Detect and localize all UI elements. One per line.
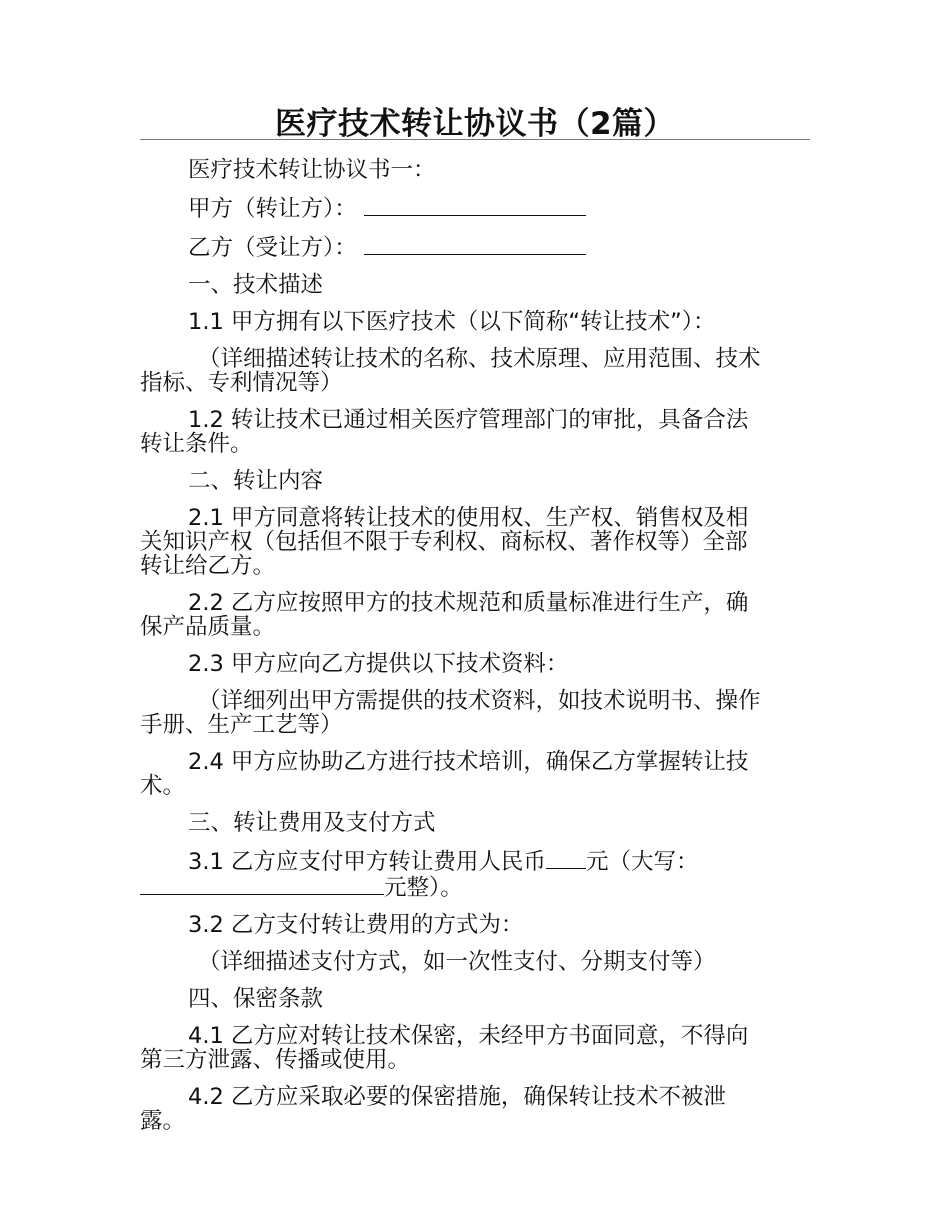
clause-1-2-line1: 1.2 转让技术已通过相关医疗管理部门的审批，具备合法	[188, 407, 749, 433]
fee-capital-blank	[140, 874, 384, 895]
title-divider	[140, 139, 810, 140]
fee-amount-blank	[546, 848, 586, 869]
clause-1-2-line2: 转让条件。	[140, 431, 253, 457]
agreement-subtitle: 医疗技术转让协议书一：	[188, 157, 436, 183]
clause-2-3: 2.3 甲方应向乙方提供以下技术资料：	[188, 651, 569, 677]
clause-2-1-line2: 关知识产权（包括但不限于专利权、商标权、著作权等）全部	[140, 529, 748, 555]
section-4-heading: 四、保密条款	[188, 986, 324, 1012]
party-b-label: 乙方（受让方）：	[188, 235, 357, 261]
clause-3-2-note: （详细描述支付方式，如一次性支付、分期支付等）	[198, 949, 716, 975]
party-b-line	[140, 234, 810, 260]
clause-4-2-line2: 露。	[140, 1108, 186, 1134]
party-a-label: 甲方（转让方）：	[188, 196, 357, 222]
clause-2-3-note-line1: （详细列出甲方需提供的技术资料，如技术说明书、操作	[198, 688, 761, 714]
clause-1-1-note-line2: 指标、专利情况等）	[140, 370, 343, 396]
document-body	[140, 158, 810, 1133]
party-b-blank	[364, 234, 586, 255]
clause-4-1-line2: 第三方泄露、传播或使用。	[140, 1047, 411, 1073]
clause-3-2: 3.2 乙方支付转让费用的方式为：	[188, 912, 524, 938]
clause-2-2-line1: 2.2 乙方应按照甲方的技术规范和质量标准进行生产，确	[188, 590, 749, 616]
clause-3-1-line1	[140, 848, 810, 874]
clause-3-1-capital-label: 元（大写：	[585, 849, 699, 875]
party-a-blank	[364, 195, 586, 216]
section-1-heading: 一、技术描述	[188, 272, 324, 298]
section-2-heading: 二、转让内容	[188, 468, 324, 494]
clause-4-2-line1: 4.2 乙方应采取必要的保密措施，确保转让技术不被泄	[188, 1084, 726, 1110]
clause-2-4-line2: 术。	[140, 773, 186, 799]
clause-3-1-end: 元整）。	[384, 875, 463, 901]
clause-3-1-line2	[140, 874, 810, 900]
clause-1-1-note-line1: （详细描述转让技术的名称、技术原理、应用范围、技术	[198, 346, 761, 372]
clause-2-2-line2: 保产品质量。	[140, 614, 276, 640]
clause-4-1-line1: 4.1 乙方应对转让技术保密，未经甲方书面同意，不得向	[188, 1023, 749, 1049]
document-title: 医疗技术转让协议书（2篇）	[274, 106, 676, 142]
clause-3-1-text: 3.1 乙方应支付甲方转让费用人民币	[188, 849, 546, 875]
clause-1-1: 1.1 甲方拥有以下医疗技术（以下简称“转让技术”）：	[188, 309, 716, 335]
clause-2-4-line1: 2.4 甲方应协助乙方进行技术培训，确保乙方掌握转让技	[188, 749, 749, 775]
clause-2-3-note-line2: 手册、生产工艺等）	[140, 712, 343, 738]
clause-2-1-line3: 转让给乙方。	[140, 553, 276, 579]
section-3-heading: 三、转让费用及支付方式	[188, 810, 436, 836]
clause-2-1-line1: 2.1 甲方同意将转让技术的使用权、生产权、销售权及相	[188, 505, 749, 531]
party-a-line	[140, 195, 810, 221]
